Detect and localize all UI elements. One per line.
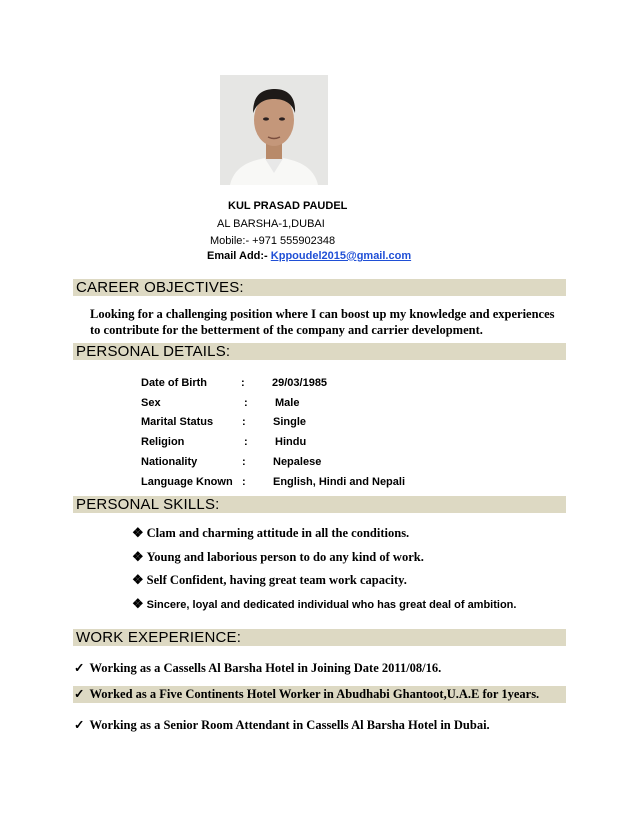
diamond-bullet-icon: ❖ <box>132 549 144 564</box>
skill-item <box>132 525 409 541</box>
skill-text: Self Confident, having great team work capacity. <box>146 573 407 587</box>
detail-value: Single <box>273 416 307 428</box>
check-icon: ✓ <box>74 687 85 701</box>
full-name: KUL PRASAD PAUDEL <box>228 200 348 212</box>
mobile: Mobile:- +971 555902348 <box>210 235 336 247</box>
personal-details-heading: PERSONAL DETAILS: <box>73 343 566 360</box>
diamond-bullet-icon: ❖ <box>132 572 144 587</box>
detail-label: Religion <box>141 436 185 448</box>
email-label: Email Add:- <box>207 250 268 262</box>
detail-label: Language Known <box>141 476 233 488</box>
detail-sep: : <box>241 377 245 389</box>
work-item <box>73 686 566 703</box>
profile-photo <box>220 75 328 185</box>
detail-label: Date of Birth <box>141 377 207 389</box>
detail-sep: : <box>244 397 248 409</box>
detail-value: Hindu <box>275 436 307 448</box>
work-text: Worked as a Five Continents Hotel Worker in Abudhabi Ghantoot,U.A.E for 1years. <box>89 687 540 701</box>
diamond-bullet-icon: ❖ <box>132 596 144 611</box>
check-icon: ✓ <box>74 718 85 732</box>
detail-sep: : <box>242 416 246 428</box>
work-text: Working as a Senior Room Attendant in Cassells Al Barsha Hotel in Dubai. <box>89 718 490 732</box>
skill-text: Sincere, loyal and dedicated individual who has great deal of ambition. <box>146 599 517 611</box>
skill-item <box>132 596 516 612</box>
career-line-1: Looking for a challenging position where I can boost up my knowledge and experiences <box>90 307 555 321</box>
skill-item <box>132 549 424 565</box>
detail-label: Nationality <box>141 456 198 468</box>
work-item <box>74 660 441 676</box>
career-line-2: to contribute for the betterment of the company and carrier development. <box>90 323 483 337</box>
address: AL BARSHA-1,DUBAI <box>217 218 325 230</box>
detail-value: English, Hindi and Nepali <box>273 476 406 488</box>
detail-sep: : <box>242 456 246 468</box>
skill-text: Young and laborious person to do any kind of work. <box>146 550 424 564</box>
email-link[interactable]: Kppoudel2015@gmail.com <box>270 250 412 262</box>
detail-value: Nepalese <box>273 456 322 468</box>
personal-skills-heading: PERSONAL SKILLS: <box>73 496 566 513</box>
work-experience-heading: WORK EXEPERIENCE: <box>73 629 566 646</box>
detail-sep: : <box>244 436 248 448</box>
diamond-bullet-icon: ❖ <box>132 525 144 540</box>
detail-value: 29/03/1985 <box>272 377 328 389</box>
detail-label: Sex <box>141 397 161 409</box>
skill-text: Clam and charming attitude in all the conditions. <box>146 526 410 540</box>
career-objectives-heading: CAREER OBJECTIVES: <box>73 279 566 296</box>
email-row <box>207 250 411 262</box>
check-icon: ✓ <box>74 661 85 675</box>
work-text: Working as a Cassells Al Barsha Hotel in Joining Date 2011/08/16. <box>89 661 442 675</box>
skill-item <box>132 572 407 588</box>
detail-value: Male <box>275 397 300 409</box>
detail-label: Marital Status <box>141 416 214 428</box>
work-item <box>74 717 490 733</box>
detail-sep: : <box>242 476 246 488</box>
